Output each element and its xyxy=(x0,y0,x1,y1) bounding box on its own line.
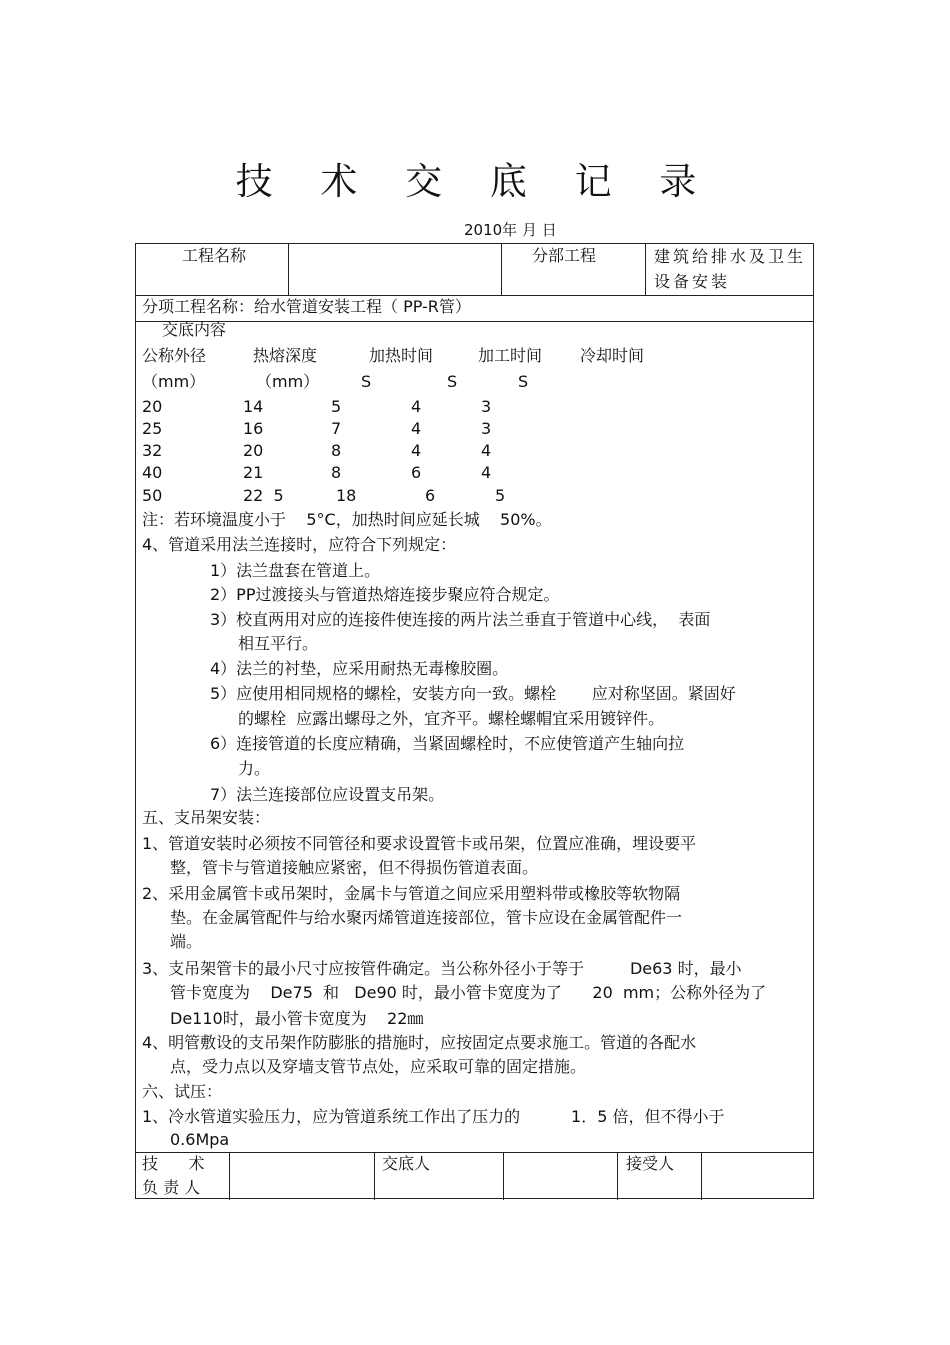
paragraph-line: 3、支吊架管卡的最小尺寸应按管件确定。当公称外径小于等于 De63 时，最小 xyxy=(142,959,742,978)
col-divider xyxy=(374,1152,375,1200)
list-item: 1）法兰盘套在管道上。 xyxy=(210,561,381,580)
col-unit: S xyxy=(447,372,458,391)
col-unit: （mm） xyxy=(256,372,320,391)
table-cell: 50 xyxy=(142,486,163,505)
table-cell: 18 xyxy=(336,486,357,505)
page-title: 技 术 交 底 记 录 xyxy=(235,160,715,203)
table-cell: 16 xyxy=(243,419,264,438)
receiver-label: 接受人 xyxy=(626,1154,675,1173)
table-cell: 32 xyxy=(142,441,163,460)
tech-lead-label: 技 术 xyxy=(142,1154,205,1173)
paragraph-line: 2、采用金属管卡或吊架时，金属卡与管道之间应采用塑料带或橡胶等软物隔 xyxy=(142,884,681,903)
table-cell: 22 5 xyxy=(243,486,284,505)
paragraph-line: 1、冷水管道实验压力，应为管道系统工作出了压力的 1．5 倍，但不得小于 xyxy=(142,1107,725,1126)
table-cell: 7 xyxy=(331,419,342,438)
paragraph-line: 管卡宽度为 De75 和 De90 时，最小管卡宽度为了 20 mm；公称外径为了 xyxy=(170,983,767,1002)
col-header: 加热时间 xyxy=(369,346,434,365)
col-header: 公称外径 xyxy=(142,346,207,365)
table-cell: 4 xyxy=(411,397,422,416)
paragraph-line: 端。 xyxy=(170,932,203,951)
col-header: 加工时间 xyxy=(478,346,543,365)
temperature-note: 注：若环境温度小于 5°C，加热时间应延长城 50%。 xyxy=(142,510,552,529)
handover-label: 交底人 xyxy=(382,1154,431,1173)
table-cell: 4 xyxy=(481,463,492,482)
list-item: 6）连接管道的长度应精确，当紧固螺栓时，不应使管道产生轴向拉 xyxy=(210,734,685,753)
col-unit: S xyxy=(361,372,372,391)
list-item: 相互平行。 xyxy=(238,634,319,653)
col-divider xyxy=(501,244,502,295)
table-cell: 3 xyxy=(481,397,492,416)
list-item: 3）校直两用对应的连接件使连接的两片法兰垂直于管道中心线， 表面 xyxy=(210,610,711,629)
paragraph-line: 点，受力点以及穿墙支管节点处，应采取可靠的固定措施。 xyxy=(170,1057,587,1076)
table-cell: 5 xyxy=(495,486,506,505)
table-cell: 6 xyxy=(411,463,422,482)
col-header: 冷却时间 xyxy=(580,346,645,365)
paragraph-line: 垫。在金属管配件与给水聚丙烯管道连接部位，管卡应设在金属管配件一 xyxy=(170,908,683,927)
table-cell: 4 xyxy=(411,441,422,460)
col-divider xyxy=(701,1152,702,1200)
col-divider xyxy=(645,244,646,295)
col-header: 热熔深度 xyxy=(253,346,318,365)
list-item: 4）法兰的衬垫，应采用耐热无毒橡胶圈。 xyxy=(210,659,509,678)
col-divider xyxy=(617,1152,618,1200)
table-cell: 40 xyxy=(142,463,163,482)
table-cell: 20 xyxy=(142,397,163,416)
col-unit: S xyxy=(518,372,529,391)
table-cell: 6 xyxy=(425,486,436,505)
table-cell: 4 xyxy=(481,441,492,460)
tech-lead-label-2: 负 责 人 xyxy=(142,1178,201,1197)
table-cell: 8 xyxy=(331,463,342,482)
paragraph-line: 1、管道安装时必须按不同管径和要求设置管卡或吊架，位置应准确，埋设要平 xyxy=(142,834,697,853)
division-label: 分部工程 xyxy=(532,246,597,265)
col-divider xyxy=(503,1152,504,1200)
section-5-title: 五、支吊架安装： xyxy=(142,808,271,827)
table-cell: 25 xyxy=(142,419,163,438)
list-item: 7）法兰连接部位应设置支吊架。 xyxy=(210,785,445,804)
section-4-title: 4、管道采用法兰连接时，应符合下列规定： xyxy=(142,535,457,554)
list-item: 5）应使用相同规格的螺栓，安装方向一致。螺栓 应对称坚固。紧固好 xyxy=(210,684,736,703)
paragraph-line: De110时，最小管卡宽度为 22㎜ xyxy=(170,1009,424,1028)
table-cell: 21 xyxy=(243,463,264,482)
table-cell: 5 xyxy=(331,397,342,416)
table-cell: 20 xyxy=(243,441,264,460)
content-label: 交底内容 xyxy=(162,320,227,339)
section-6-title: 六、试压： xyxy=(142,1082,223,1101)
col-divider xyxy=(229,1152,230,1200)
paragraph-line: 整，管卡与管道接触应紧密，但不得损伤管道表面。 xyxy=(170,858,539,877)
record-date: 2010年 月 日 xyxy=(464,221,557,239)
list-item: 的螺栓 应露出螺母之外，宜齐平。螺栓螺帽宜采用镀锌件。 xyxy=(238,709,665,728)
table-cell: 4 xyxy=(411,419,422,438)
row-divider xyxy=(136,321,813,322)
paragraph-line: 4、明管敷设的支吊架作防膨胀的措施时，应按固定点要求施工。管道的各配水 xyxy=(142,1033,697,1052)
table-cell: 3 xyxy=(481,419,492,438)
subitem-name: 分项工程名称：给水管道安装工程（ PP-R管） xyxy=(142,297,471,316)
table-cell: 8 xyxy=(331,441,342,460)
col-divider xyxy=(288,244,289,295)
list-item: 力。 xyxy=(238,759,271,778)
paragraph-line: 0.6Mpa xyxy=(170,1130,230,1149)
project-name-label: 工程名称 xyxy=(182,246,247,265)
list-item: 2）PP过渡接头与管道热熔连接步聚应符合规定。 xyxy=(210,585,560,604)
table-cell: 14 xyxy=(243,397,264,416)
col-unit: （mm） xyxy=(142,372,206,391)
row-divider xyxy=(136,1152,813,1153)
division-value: 建筑给排水及卫生设备安装 xyxy=(654,247,807,291)
